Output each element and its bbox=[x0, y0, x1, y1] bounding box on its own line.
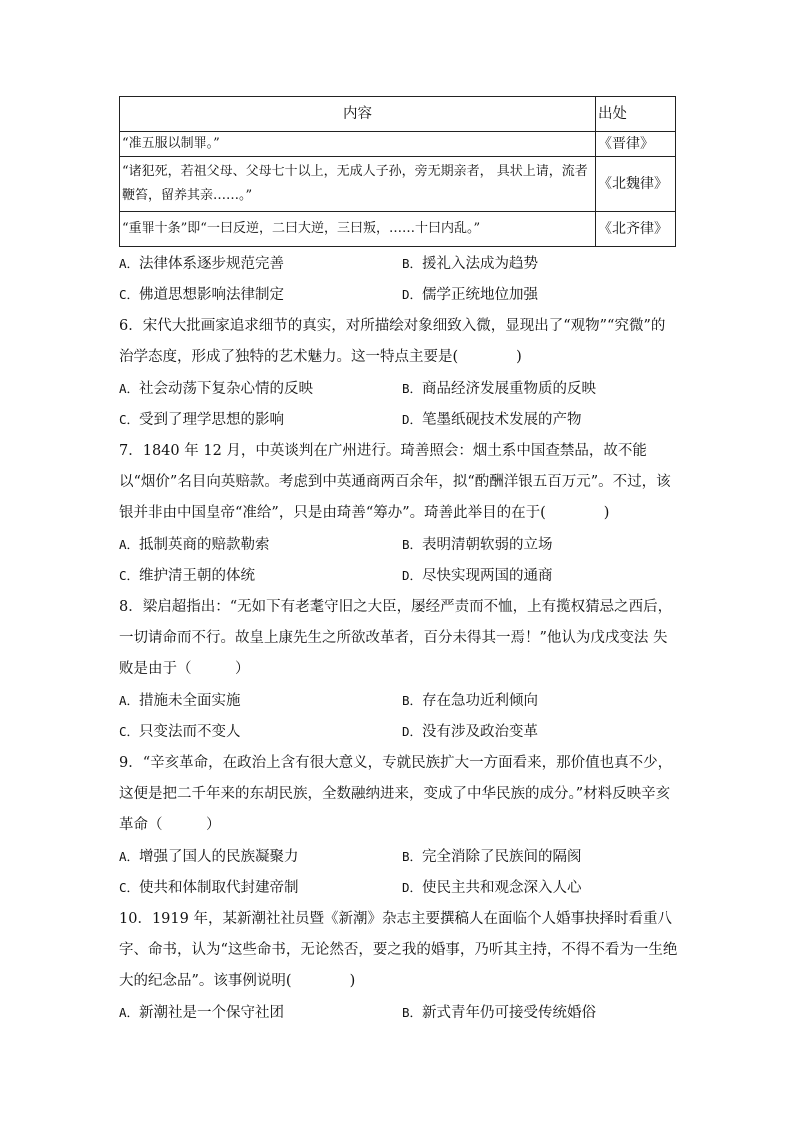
question-5-options-row-1 bbox=[119, 248, 679, 279]
option-b[interactable]: B．表明清朝软弱的立场 bbox=[402, 537, 553, 553]
option-a[interactable]: A．社会动荡下复杂心情的反映 bbox=[119, 381, 314, 397]
option-c[interactable]: C．维护清王朝的体统 bbox=[119, 568, 256, 584]
option-b[interactable]: B．完全消除了民族间的隔阂 bbox=[402, 849, 582, 865]
question-6-options-row-2 bbox=[119, 404, 679, 435]
source-column-header: 出处 bbox=[596, 97, 676, 132]
option-a[interactable]: A．措施未全面实施 bbox=[119, 693, 241, 709]
option-d[interactable]: D．儒学正统地位加强 bbox=[402, 287, 539, 303]
option-d[interactable]: D．尽快实现两国的通商 bbox=[402, 568, 553, 584]
law-content-cell: “诸犯死，若祖父母、父母七十以上，无成人子孙，旁无期亲者， 具状上请，流者鞭笞，留养其亲……。” bbox=[120, 157, 596, 212]
question-9-stem: 9．“辛亥革命，在政治上含有很大意义，专就民族扩大一方面看来，那价值也真不少，这便是把二千年来的东胡民族，全数融纳进来，变成了中华民族的成分。”材料反映辛亥革命（ ） bbox=[119, 755, 673, 833]
table-header-row bbox=[120, 97, 676, 132]
option-b[interactable]: B．新式青年仍可接受传统婚俗 bbox=[402, 1005, 597, 1021]
question-5-options-row-2 bbox=[119, 279, 679, 310]
table-row bbox=[120, 132, 676, 157]
law-source-cell: 《北魏律》 bbox=[596, 157, 676, 212]
law-content-cell: “重罪十条”即“一曰反逆，二曰大逆，三曰叛，……十曰内乱。” bbox=[120, 212, 596, 247]
question-7-options-row-2 bbox=[119, 560, 679, 591]
option-c[interactable]: C．使共和体制取代封建帝制 bbox=[119, 880, 299, 896]
question-10-stem: 10．1919 年，某新潮社社员暨《新潮》杂志主要撰稿人在面临个人婚事抉择时看重八字、命书，认为“这些命书，无论然否，要之我的婚事，乃听其主持，不得不看为一生绝大的纪念品”。该事例说明( ) bbox=[119, 911, 678, 989]
law-source-cell: 《晋律》 bbox=[596, 132, 676, 157]
option-a[interactable]: A．法律体系逐步规范完善 bbox=[119, 256, 285, 272]
question-9-options-row-1 bbox=[119, 841, 679, 872]
question-8-options-row-1 bbox=[119, 685, 679, 716]
option-c[interactable]: C．佛道思想影响法律制定 bbox=[119, 287, 285, 303]
table-row bbox=[120, 157, 676, 212]
question-7-stem: 7．1840 年 12 月，中英谈判在广州进行。琦善照会：烟土系中国查禁品，故不能以“烟价”名目向英赔款。考虑到中英通商两百余年，拟“酌酬洋银五百万元”。不过，该银并非由中国皇帝“准给”，只是由琦善“筹办”。琦善此举目的在于( ) bbox=[119, 443, 671, 521]
option-b[interactable]: B．存在急功近利倾向 bbox=[402, 693, 539, 709]
option-d[interactable]: D．没有涉及政治变革 bbox=[402, 724, 539, 740]
question-7-options-row-1 bbox=[119, 529, 679, 560]
option-c[interactable]: C．受到了理学思想的影响 bbox=[119, 412, 285, 428]
option-a[interactable]: A．新潮社是一个保守社团 bbox=[119, 1005, 285, 1021]
option-b[interactable]: B．商品经济发展重物质的反映 bbox=[402, 381, 597, 397]
option-a[interactable]: A．增强了国人的民族凝聚力 bbox=[119, 849, 299, 865]
content-column-header: 内容 bbox=[120, 97, 596, 132]
option-a[interactable]: A．抵制英商的赔款勒索 bbox=[119, 537, 270, 553]
law-content-cell: “准五服以制罪。” bbox=[120, 132, 596, 157]
question-8-options-row-2 bbox=[119, 716, 679, 747]
law-source-table bbox=[119, 96, 676, 247]
question-10-options-row-1 bbox=[119, 997, 679, 1028]
option-d[interactable]: D．笔墨纸砚技术发展的产物 bbox=[402, 412, 582, 428]
option-c[interactable]: C．只变法而不变人 bbox=[119, 724, 241, 740]
option-b[interactable]: B．援礼入法成为趋势 bbox=[402, 256, 539, 272]
law-source-cell: 《北齐律》 bbox=[596, 212, 676, 247]
question-9-options-row-2 bbox=[119, 872, 679, 903]
option-d[interactable]: D．使民主共和观念深入人心 bbox=[402, 880, 582, 896]
question-6-options-row-1 bbox=[119, 373, 679, 404]
question-8-stem: 8．梁启超指出：“无如下有老耄守旧之大臣，屡经严责而不恤，上有揽权猜忌之西后，一切请命而不行。故皇上康先生之所欲改革者，百分未得其一焉！”他认为戊戌变法 失败是由于（ ） bbox=[119, 599, 673, 677]
question-6-stem: 6．宋代大批画家追求细节的真实，对所描绘对象细致入微，显现出了“观物”“究微”的治学态度，形成了独特的艺术魅力。这一特点主要是( ) bbox=[119, 318, 666, 365]
table-row bbox=[120, 212, 676, 247]
